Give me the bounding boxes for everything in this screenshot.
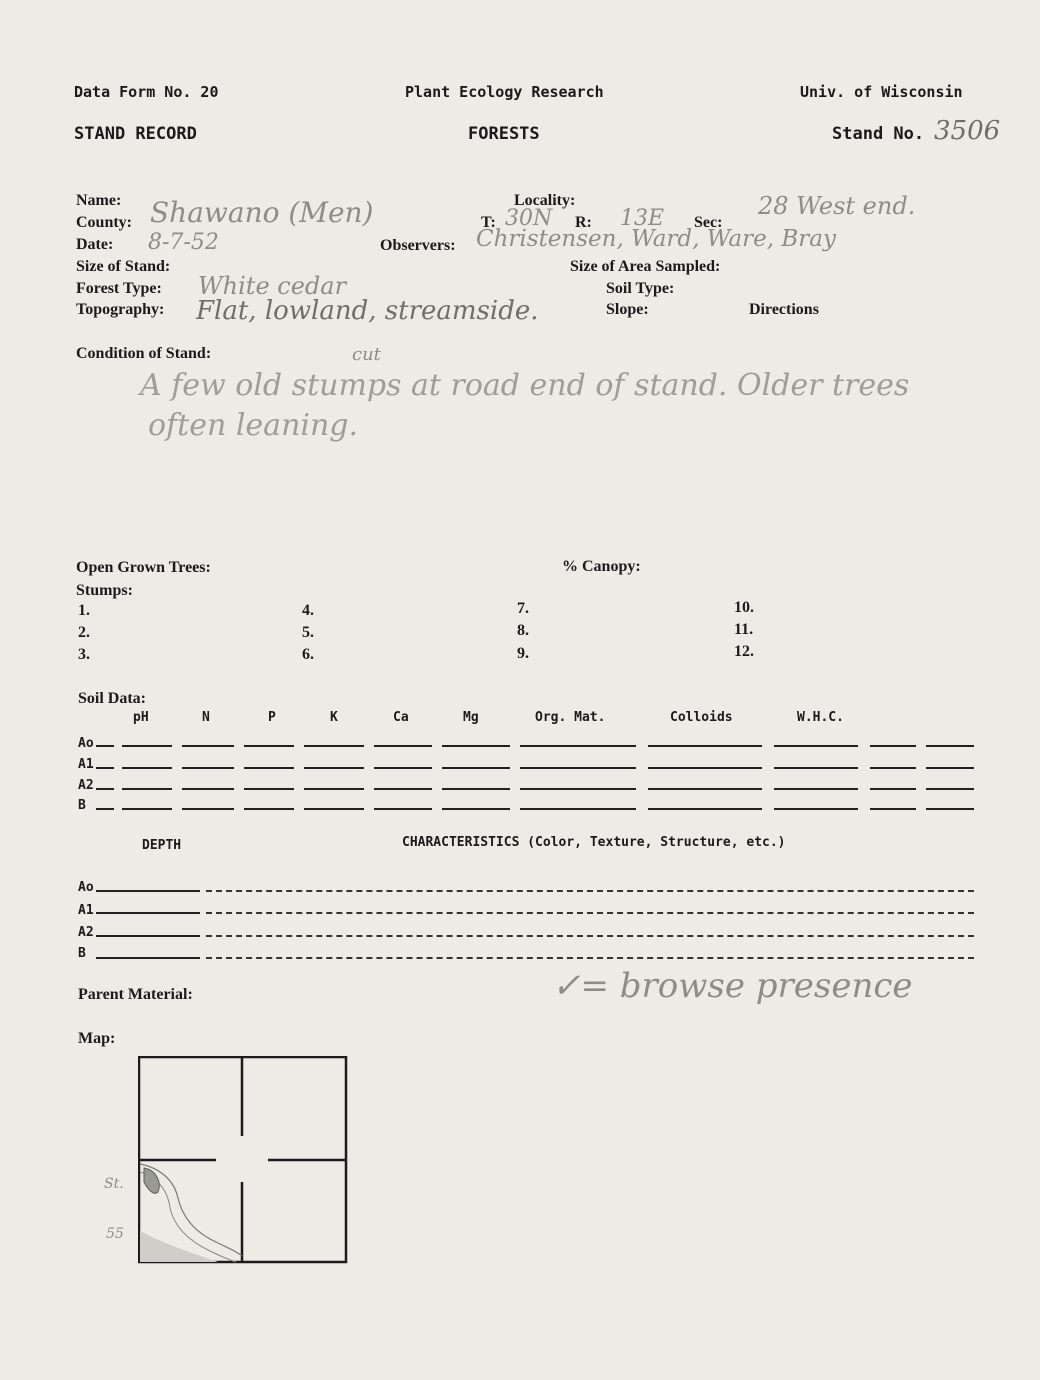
map-side-label: 55 bbox=[106, 1226, 124, 1242]
soil-row-label: B bbox=[78, 798, 86, 813]
soil-entry-line bbox=[122, 745, 172, 747]
soil-column-header: Ca bbox=[393, 710, 409, 725]
section-label: Sec: bbox=[694, 214, 723, 231]
soil-entry-line bbox=[520, 767, 636, 769]
forest-type-value: White cedar bbox=[198, 272, 347, 300]
directions-label: Directions bbox=[749, 301, 819, 318]
soil-entry-line bbox=[374, 745, 432, 747]
soil-entry-line bbox=[926, 788, 974, 790]
soil-type-label: Soil Type: bbox=[606, 280, 675, 297]
soil-entry-line bbox=[304, 788, 364, 790]
soil-entry-line bbox=[648, 808, 762, 810]
horizon-row-label: A1 bbox=[78, 903, 94, 918]
form-category: FORESTS bbox=[468, 124, 540, 144]
soil-entry-line bbox=[774, 788, 858, 790]
condition-text-line-2: often leaning. bbox=[148, 408, 359, 443]
soil-entry-line bbox=[182, 788, 234, 790]
range-label: R: bbox=[575, 214, 592, 231]
stump-number: 12. bbox=[734, 643, 754, 660]
stump-number: 6. bbox=[302, 646, 314, 663]
stump-area-hatching bbox=[144, 1168, 159, 1193]
soil-entry-line bbox=[870, 808, 916, 810]
stump-number: 2. bbox=[78, 624, 90, 641]
soil-entry-line bbox=[96, 767, 114, 769]
soil-entry-line bbox=[774, 808, 858, 810]
soil-entry-line bbox=[182, 745, 234, 747]
soil-entry-line bbox=[926, 745, 974, 747]
soil-entry-line bbox=[96, 745, 114, 747]
form-number: Data Form No. 20 bbox=[74, 83, 219, 101]
soil-entry-line bbox=[374, 767, 432, 769]
soil-entry-line bbox=[870, 745, 916, 747]
soil-entry-line bbox=[96, 808, 114, 810]
soil-entry-line bbox=[374, 808, 432, 810]
stand-map bbox=[138, 1056, 350, 1266]
date-label: Date: bbox=[76, 236, 114, 253]
soil-entry-line bbox=[182, 767, 234, 769]
soil-entry-line bbox=[520, 788, 636, 790]
soil-row-label: A2 bbox=[78, 778, 94, 793]
size-of-area-label: Size of Area Sampled: bbox=[570, 258, 721, 275]
observers-value: Christensen, Ward, Ware, Bray bbox=[476, 226, 836, 252]
stump-number: 4. bbox=[302, 602, 314, 619]
browse-note: ✓= browse presence bbox=[552, 966, 913, 1006]
soil-entry-line bbox=[304, 767, 364, 769]
soil-entry-line bbox=[520, 808, 636, 810]
soil-column-header: Mg bbox=[463, 710, 479, 725]
parent-material-label: Parent Material: bbox=[78, 986, 193, 1003]
stump-number: 3. bbox=[78, 646, 90, 663]
soil-entry-line bbox=[520, 745, 636, 747]
condition-insert: cut bbox=[352, 344, 381, 365]
county-label: County: bbox=[76, 214, 133, 231]
soil-column-header: Org. Mat. bbox=[535, 710, 606, 725]
soil-entry-line bbox=[926, 767, 974, 769]
range-value: 13E bbox=[620, 206, 665, 231]
township-value: 30N bbox=[505, 206, 553, 231]
locality-label: Locality: bbox=[514, 192, 576, 209]
soil-entry-line bbox=[122, 767, 172, 769]
soil-column-header: N bbox=[202, 710, 210, 725]
soil-entry-line bbox=[648, 745, 762, 747]
soil-entry-line bbox=[96, 788, 114, 790]
horizon-row-label: Ao bbox=[78, 880, 94, 895]
soil-entry-line bbox=[122, 788, 172, 790]
soil-entry-line bbox=[774, 767, 858, 769]
characteristics-entry-line bbox=[206, 957, 974, 959]
township-label: T: bbox=[481, 214, 496, 231]
depth-entry-line bbox=[96, 935, 200, 937]
name-label: Name: bbox=[76, 192, 122, 209]
soil-row-label: Ao bbox=[78, 736, 94, 751]
soil-row-label: A1 bbox=[78, 757, 94, 772]
stump-number: 8. bbox=[517, 622, 529, 639]
soil-column-header: W.H.C. bbox=[797, 710, 844, 725]
soil-entry-line bbox=[442, 788, 510, 790]
soil-entry-line bbox=[244, 808, 294, 810]
depth-entry-line bbox=[96, 912, 200, 914]
soil-entry-line bbox=[648, 788, 762, 790]
soil-entry-line bbox=[774, 745, 858, 747]
observers-label: Observers: bbox=[380, 237, 456, 254]
map-side-label: St. bbox=[104, 1176, 124, 1192]
soil-entry-line bbox=[374, 788, 432, 790]
characteristics-entry-line bbox=[206, 890, 974, 892]
stump-number: 1. bbox=[78, 602, 90, 619]
soil-column-header: P bbox=[268, 710, 276, 725]
stump-number: 10. bbox=[734, 599, 754, 616]
shaded-area bbox=[140, 1231, 218, 1262]
stand-number-value: 3506 bbox=[934, 116, 1001, 146]
soil-entry-line bbox=[442, 808, 510, 810]
county-value: Shawano (Men) bbox=[150, 196, 374, 229]
open-grown-trees-label: Open Grown Trees: bbox=[76, 559, 211, 576]
university: Univ. of Wisconsin bbox=[800, 83, 963, 101]
soil-entry-line bbox=[648, 767, 762, 769]
soil-entry-line bbox=[244, 745, 294, 747]
soil-entry-line bbox=[442, 767, 510, 769]
canopy-label: % Canopy: bbox=[562, 558, 641, 575]
horizon-row-label: B bbox=[78, 946, 86, 961]
soil-column-header: pH bbox=[133, 710, 149, 725]
soil-column-header: Colloids bbox=[670, 710, 733, 725]
organization: Plant Ecology Research bbox=[405, 83, 604, 101]
soil-entry-line bbox=[182, 808, 234, 810]
soil-entry-line bbox=[304, 808, 364, 810]
soil-entry-line bbox=[442, 745, 510, 747]
soil-data-label: Soil Data: bbox=[78, 690, 146, 707]
section-value: 28 West end. bbox=[758, 192, 916, 220]
slope-label: Slope: bbox=[606, 301, 649, 318]
stump-number: 7. bbox=[517, 600, 529, 617]
soil-entry-line bbox=[122, 808, 172, 810]
date-value: 8-7-52 bbox=[148, 230, 219, 255]
stumps-label: Stumps: bbox=[76, 582, 133, 599]
horizon-row-label: A2 bbox=[78, 925, 94, 940]
soil-entry-line bbox=[926, 808, 974, 810]
characteristics-entry-line bbox=[206, 935, 974, 937]
stump-number: 11. bbox=[734, 621, 754, 638]
soil-entry-line bbox=[304, 745, 364, 747]
soil-entry-line bbox=[870, 767, 916, 769]
depth-header: DEPTH bbox=[142, 838, 182, 853]
stump-number: 9. bbox=[517, 645, 529, 662]
depth-entry-line bbox=[96, 890, 200, 892]
topography-value: Flat, lowland, streamside. bbox=[196, 296, 539, 326]
soil-entry-line bbox=[244, 788, 294, 790]
size-of-stand-label: Size of Stand: bbox=[76, 258, 171, 275]
map-label: Map: bbox=[78, 1030, 116, 1047]
soil-entry-line bbox=[870, 788, 916, 790]
condition-text-line-1: A few old stumps at road end of stand. Older trees bbox=[140, 368, 910, 403]
stand-number-label: Stand No. bbox=[832, 124, 925, 144]
depth-entry-line bbox=[96, 957, 200, 959]
characteristics-entry-line bbox=[206, 912, 974, 914]
soil-entry-line bbox=[244, 767, 294, 769]
forest-type-label: Forest Type: bbox=[76, 280, 162, 297]
soil-column-header: K bbox=[330, 710, 338, 725]
topography-label: Topography: bbox=[76, 301, 165, 318]
form-title: STAND RECORD bbox=[74, 124, 197, 144]
stump-number: 5. bbox=[302, 624, 314, 641]
condition-label: Condition of Stand: bbox=[76, 345, 212, 362]
characteristics-header: CHARACTERISTICS (Color, Texture, Structure, etc.) bbox=[402, 835, 786, 850]
